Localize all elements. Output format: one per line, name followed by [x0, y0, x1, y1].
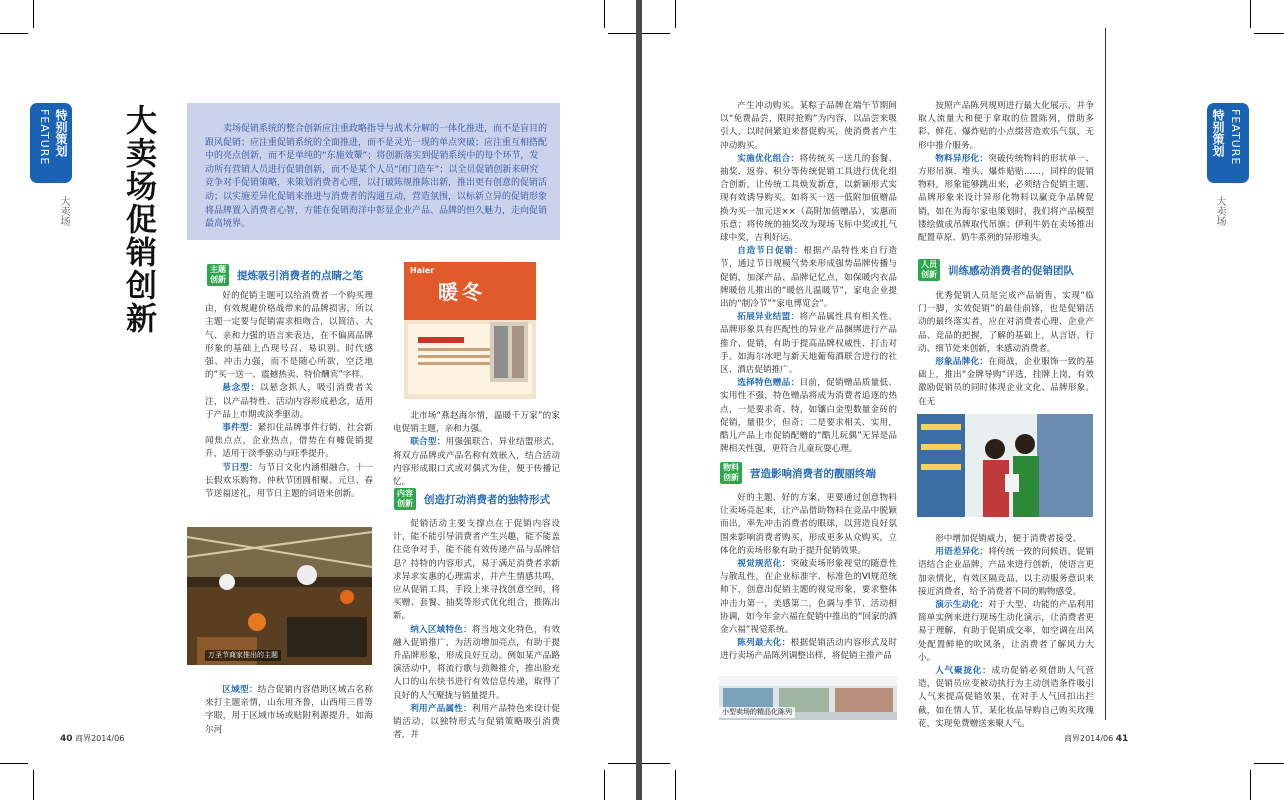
- paragraph-text: 将当地文化特色，有效融入促销推广，为活动增加亮点，有助于提升品牌形象，形成良好互动。例如某产品路演活动中，将流行歌与劲舞推介，推出脸充人口的山东快书进行有效信息传递，取得了良好的人气聚拢与销量提升。: [393, 624, 560, 701]
- paragraph: [918, 153, 1094, 245]
- paragraph-text: 结合促销内容借助区域古名称来打主题亲情，山东用齐鲁，山西用三晋等字眼，用于区域市场或贴附利源提升，如海尔河: [205, 685, 373, 735]
- heading-title: 营造影响消费者的靓丽终端: [750, 467, 876, 480]
- feature-tab-en: FEATURE: [38, 109, 51, 166]
- paragraph: [918, 546, 1094, 599]
- heading-title: 训练感动消费者的促销团队: [948, 264, 1074, 277]
- crop-mark: [675, 770, 676, 800]
- paragraph: [205, 422, 373, 462]
- paragraph-text: 突破传统物料的形状单一、方形吊旗、堆头、爆炸贴贴……，同样的促销物料，形象能够跳出来，必须结合促销主题、品牌形象来设计异形化物料以赢竞争品牌促销，如在为海尔家电策划时，我们将产品模型镂绘做成吊牌取代吊旗；伊利牛奶在卖场推出配置草原、奶牛系列的异形堆头。: [918, 153, 1094, 244]
- feature-tab: [1207, 103, 1249, 183]
- crop-mark: [1254, 763, 1284, 764]
- crop-mark: [1250, 0, 1251, 28]
- paragraph-text: 按照产品陈列规则进行最大化展示，并争取人流量大和便于拿取的位置陈列，借助多彩、鲜花、爆炸贴的小点缀营造欢乐气氛，无形中推介服务。: [918, 101, 1094, 151]
- crop-mark: [0, 33, 28, 34]
- crop-mark: [608, 763, 636, 764]
- feature-tab-en: FEATURE: [1229, 109, 1242, 166]
- paragraph-text: 用强强联合、异业结盟形式，将双方品牌或产品名称有效嵌入，结合活动内容形成眼口式或对偶式为佳，便于传播记忆。: [393, 437, 560, 488]
- paragraph: [393, 703, 560, 743]
- paragraph-lead: 实施优化组合：: [737, 153, 800, 164]
- paragraph: [205, 684, 373, 737]
- paragraph-lead: 拓展异业结盟：: [737, 312, 800, 323]
- photo-caption: 小型卖场的精品化陈列: [719, 707, 795, 718]
- paragraph: [393, 518, 560, 624]
- paragraph: [393, 624, 560, 703]
- left-page: [0, 0, 636, 800]
- halloween-photo-svg: [187, 527, 372, 665]
- paragraph: [393, 410, 560, 436]
- paragraph: [720, 558, 897, 637]
- poster-brand: Haier: [410, 266, 435, 275]
- paragraph: [918, 356, 1094, 409]
- page-number: 41: [1115, 734, 1129, 744]
- heading-staff: [918, 259, 1074, 281]
- paragraph-text: 将传统一致的问候语，促销语结合企业品牌，产品来进行创新，使语言更加亲情化，有效区隔竞品，以主动服务意识来接近消费者，给予消费者不同的购物感受。: [918, 547, 1094, 597]
- paragraph-text: 将产品属性具有相关性、品牌形象具有匹配性的异业产品捆绑进行产品推介、促销，有助于提高品牌权威性、打击对手。如海尔冰吧与新天地葡萄酒联合进行的社区、酒店促销推广。: [720, 312, 897, 376]
- paragraph: [918, 599, 1094, 665]
- paragraph-text: 好的主题、好的方案，更要通过创意物料让卖场亮起来，让产品借助物料在竞品中脱颖而出，率先冲击消费者的眼球，以营造良好氛围来影响消费者购买，形成更多从众购买，立体化的卖场形象有助于提升促销效果。: [720, 493, 897, 556]
- crop-mark: [604, 770, 605, 800]
- paragraph-lead: 事件型：: [222, 423, 258, 434]
- paragraph-lead: 物料异形化：: [935, 153, 989, 164]
- crop-mark: [33, 0, 34, 28]
- paragraph: [918, 100, 1094, 153]
- staff-photo: [917, 414, 1093, 517]
- heading-content: [394, 488, 550, 510]
- crop-mark: [608, 33, 636, 34]
- paragraph: [720, 153, 897, 245]
- paragraph: [205, 462, 373, 502]
- paragraph-text: 对于大型、功能的产品利用简单实例来进行现场生动化演示，让消费者更易于理解，有助于促销成交率，如空调在出风处配置鲜艳的吹风条，让消费者了解风力大小。: [918, 600, 1094, 663]
- paragraph-text: 与节日文化内涵相融合，十一长假欢乐购物、仲秋节团圆相聚、元旦、春节送福送礼，用节日主题的词语来创新。: [205, 462, 373, 500]
- paragraph: [393, 436, 560, 489]
- paragraph-text: 目前，促销赠品质量低、实用性不强，特色赠品将成为消费者追逐的热点，一是要求奇、特，如镶白金型数量金砖的促销，量很少，但奇；二是要求相关、实用，酷儿产品上市促销配赠的“酷儿玩偶”无异是品牌相关性强，更符合儿童玩耍心理。: [720, 378, 897, 455]
- paragraph-lead: 形象品牌化：: [935, 357, 989, 368]
- paragraph-lead: 演示生动化：: [935, 600, 989, 611]
- paragraph-text: 根据促销活动内容形式及时进行卖场产品陈列调整出样，将促销主推产品: [720, 638, 897, 662]
- paragraph-lead: 节日型：: [222, 462, 258, 473]
- crop-mark: [604, 0, 605, 28]
- margin-rule: [1105, 28, 1106, 720]
- paragraph-lead: 利用产品属性：: [410, 703, 472, 714]
- crop-mark: [642, 33, 670, 34]
- paragraph-text: 以悬念抓人，吸引消费者关注，以产品特性、活动内容形成悬念，适用于产品上市期或淡季驱动。: [205, 383, 373, 420]
- paragraph: [720, 377, 897, 456]
- paragraph: [720, 637, 897, 663]
- folio-right: [1064, 733, 1128, 744]
- paragraph-text: 促销活动主要支撑点在于促销内容设计，能不能引导消费者产生兴趣，能不能盖住竞争对手，能不能有效传递产品与品牌信息？持特的内容形式，易于满足消费者求新求异求实惠的心理需求，并产生情感共鸣，应从促销工具，手段上来寻找创意空间，将买赠、套餐、抽奖等形式优化组合，推陈出新。: [393, 519, 560, 622]
- paragraph-lead: 纳入区域特色：: [410, 624, 472, 635]
- column-text: [205, 684, 373, 735]
- column-text: [720, 100, 897, 456]
- store-photo: [719, 676, 897, 720]
- column-text: [393, 410, 560, 489]
- paragraph: [720, 492, 897, 558]
- paragraph-lead: 自造节日促销：: [737, 246, 804, 257]
- crop-mark: [675, 0, 676, 28]
- crop-mark: [1254, 33, 1284, 34]
- feature-tab-cn: 特别策划: [54, 109, 68, 157]
- paragraph: [720, 245, 897, 311]
- crop-mark: [1250, 770, 1251, 800]
- paragraph-text: 在商战，企业服饰一致的基础上，推出“金牌导购”评选，挂牌上岗，有效激励促销员的同时体现企业文化、品牌形象。在无: [918, 357, 1094, 407]
- heading-theme: [207, 264, 363, 286]
- paragraph-lead: 悬念型：: [222, 383, 261, 394]
- intro-text: 卖场促销系统的整合创新应注重政略指导与战术分解的一体化推进，而不是盲目的跟风促销；应注重促销系统的全面推进，而不是灵光一现的单点突破；应注重互相搭配中的亮点创新，而不是单纯的“东施效颦”；将创新落实到促销系统中的每个环节，发动所有营销人员进行促销创新，而不是某个人员“闭门造车”；以全员促销创新来研究竞争对手促销策略，来策划消费者心理，以打破陈规推陈出新，推出更有创意的促销活动；以实施差异化促销来推进与消费者的沟通互动，营造氛围，以标新立异的促销形象将品牌置入消费者心智，方能在促销海洋中彰显企业产品、品牌的恒久魅力，走向促销最高境界。: [205, 124, 548, 230]
- paragraph-lead: 选择特色赠品：: [737, 378, 800, 389]
- paragraph-lead: 视觉规范化：: [737, 559, 791, 570]
- paragraph-lead: 区域型：: [222, 685, 258, 695]
- feature-tab: [30, 103, 72, 183]
- paragraph: [720, 100, 897, 153]
- paragraph-text: 优秀促销人员是完成产品销售、实现“临门一脚，实效促销”的最佳前锋，也是促销活动的最终落实者，应在对消费者心理、企业产品、竞品的把握，了解的基础上，从言语、行动、细节处来创新，来感动消费者。: [918, 291, 1094, 354]
- folio-left: [60, 733, 124, 744]
- paragraph-lead: 陈列最大化：: [737, 638, 791, 649]
- paragraph-lead: 人气聚拢化：: [935, 666, 992, 677]
- issue-label: 商界2014/06: [75, 734, 125, 743]
- paragraph-text: 成功促销必须借助人气营造，促销员应变被动执行为主动创造条件吸引人气来提高促销效果，在对手人气回扣出拦截，如在情人节，某化妆品导购自己购买玫瑰花，实现免费赠送来聚人气。: [918, 666, 1094, 729]
- crop-mark: [33, 770, 34, 800]
- paragraph-text: 紧扣住品牌事件行销、社会新闻焦点点，企业热点，借势在有噱促销提升，适用于淡季驱动与旺季提升。: [205, 423, 373, 460]
- crop-mark: [642, 763, 670, 764]
- issue-label: 商界2014/06: [1064, 734, 1114, 743]
- halloween-photo: [187, 527, 372, 665]
- section-label: 大卖场: [1214, 196, 1225, 226]
- paragraph: [720, 311, 897, 377]
- feature-tab-cn: 特别策划: [1211, 109, 1225, 157]
- column-text: [918, 290, 1094, 410]
- heading-material: [720, 462, 876, 484]
- paragraph-text: 将传统买一送几的套餐、抽奖、返券、积分等传统促销工具进行优化组合创新，让传统工具焕发新意，以新颖形式实现有效诱导购买。如将买一送一低附加值赠品换为买一加元送××（高附加值赠品），实惠而乐意；将传统的抽奖改为现场飞标中奖或扎气球中奖，吉利好运。: [720, 153, 897, 244]
- paragraph-text: 突破卖场形象视觉的随意性与散乱性，在企业标准字、标准色的VI规范统帅下，创意出促销主题的视觉形象，要求整体冲击力第一，美感第二，色调与季节、活动相协调，如今年金六福在促销中推出的“回家的酒金六福”视觉系统。: [720, 559, 897, 636]
- paragraph-lead: 用语差异化：: [935, 547, 989, 558]
- column-text: [720, 492, 897, 670]
- page-number: 40: [60, 734, 73, 744]
- photo-caption: 万圣节商家推出的主题: [205, 650, 281, 661]
- column-text: [205, 290, 373, 501]
- paragraph-text: 北市场“燕赵海尔情，温暖千万家”的家电促销主题，亲和力强。: [393, 411, 560, 435]
- paragraph-text: 根据产品特性来自行造节，通过节日规模气势来形成强势品牌传播与促销，加深产品、品牌记忆点，如保暖内衣品牌暖倍儿推出的“暖倍儿温暖节”，家电企业提出的“制冷节”“家电博览会”。: [720, 246, 897, 310]
- right-page: [642, 0, 1284, 800]
- heading-badge: 物料创新: [720, 462, 742, 484]
- intro-box: [187, 103, 560, 240]
- paragraph-text: 形中增加促销威力，便于消费者接受。: [935, 534, 1082, 544]
- heading-badge: 主题创新: [207, 264, 229, 286]
- poster-headline: 暖冬: [438, 280, 486, 304]
- paragraph: [205, 382, 373, 422]
- crop-mark: [0, 763, 28, 764]
- paragraph: [918, 665, 1094, 731]
- paragraph-text: 利用产品特色来设计促销活动，以独特形式与促销策略吸引消费者，并: [393, 703, 560, 741]
- heading-title: 创造打动消费者的独特形式: [424, 493, 550, 506]
- heading-badge: 内容创新: [394, 488, 416, 510]
- promo-poster: [398, 262, 544, 399]
- paragraph: [205, 290, 373, 382]
- column-text: [918, 533, 1094, 729]
- staff-photo-svg: [917, 414, 1093, 517]
- heading-title: 提炼吸引消费者的点睛之笔: [237, 269, 363, 282]
- paragraph-text: 好的促销主题可以给消费者一个购买理由，有效规避价格战带来的品牌损害，所以主题一定要与促销需求相吻合，以简洁、大气、亲和力强的语言来表达，在不偏离品牌形象的基础上凸现号召、易识别、时代感强、冲击力强，而不是随心所欲，空泛地的“买一送一、震撼热卖、特价酬宾”字样。: [205, 291, 373, 381]
- paragraph-text: 产生冲动购买。某粽子品牌在端午节期间以“免费品尝，限时抢购”为内容，以品尝来吸引人，以时间紧迫来督促购买，使消费者产生冲动购买。: [720, 101, 897, 151]
- paragraph: [918, 533, 1094, 546]
- paragraph-lead: 联合型：: [410, 437, 446, 448]
- column-text: [918, 100, 1094, 245]
- heading-badge: 人员创新: [918, 259, 940, 281]
- section-label: 大卖场: [58, 196, 69, 226]
- column-text: [393, 518, 560, 741]
- paragraph: [918, 290, 1094, 356]
- article-title: 大卖场促销创新: [120, 104, 156, 335]
